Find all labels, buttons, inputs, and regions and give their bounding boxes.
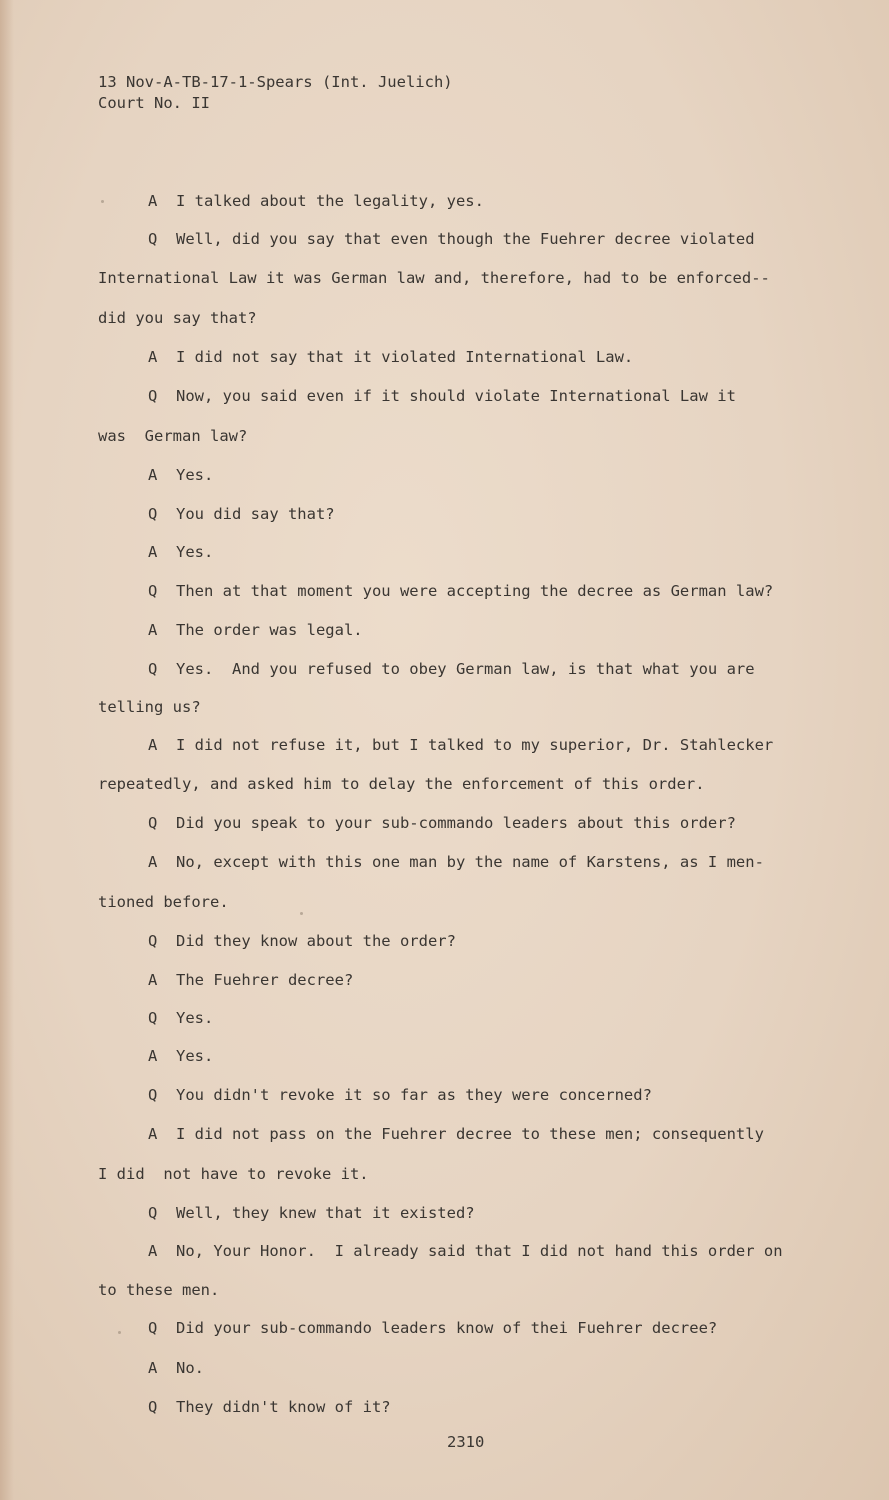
- transcript-line: A No, except with this one man by the name of Karstens, as I men-: [148, 853, 764, 871]
- transcript-line: did you say that?: [98, 309, 257, 327]
- transcript-line: Q They didn't know of it?: [148, 1398, 391, 1416]
- transcript-line: tioned before.: [98, 893, 229, 911]
- transcript-line: I did not have to revoke it.: [98, 1165, 369, 1183]
- transcript-line: A Yes.: [148, 466, 214, 484]
- transcript-line: A Yes.: [148, 543, 214, 561]
- transcript-line: Q Did you speak to your sub-commando leaders about this order?: [148, 814, 736, 832]
- header-court-line: Court No. II: [98, 94, 210, 112]
- transcript-line: A I did not pass on the Fuehrer decree to these men; consequently: [148, 1125, 764, 1143]
- transcript-line: International Law it was German law and, therefore, had to be enforced--: [98, 269, 770, 287]
- paper-speck: [101, 200, 104, 203]
- transcript-line: was German law?: [98, 427, 248, 445]
- transcript-line: A I did not refuse it, but I talked to my superior, Dr. Stahlecker: [148, 736, 774, 754]
- paper-speck: [300, 912, 303, 915]
- transcript-line: Q You did say that?: [148, 505, 335, 523]
- transcript-line: A I talked about the legality, yes.: [148, 192, 484, 210]
- transcript-line: A I did not say that it violated International Law.: [148, 348, 634, 366]
- transcript-line: A The Fuehrer decree?: [148, 971, 354, 989]
- transcript-line: Q Did they know about the order?: [148, 932, 456, 950]
- document-header: [98, 72, 453, 114]
- transcript-line: Q Yes. And you refused to obey German law, is that what you are: [148, 660, 755, 678]
- transcript-line: A No.: [148, 1359, 204, 1377]
- transcript-line: A No, Your Honor. I already said that I did not hand this order on: [148, 1242, 783, 1260]
- transcript-line: Q Now, you said even if it should violate International Law it: [148, 387, 736, 405]
- page-number: 2310: [447, 1433, 485, 1451]
- transcript-line: A Yes.: [148, 1047, 214, 1065]
- transcript-line: Q Yes.: [148, 1009, 214, 1027]
- paper-speck: [118, 1331, 121, 1334]
- transcript-line: Q Then at that moment you were accepting the decree as German law?: [148, 582, 774, 600]
- transcript-line: Q Did your sub-commando leaders know of thei Fuehrer decree?: [148, 1319, 718, 1337]
- header-case-line: 13 Nov-A-TB-17-1-Spears (Int. Juelich): [98, 73, 453, 91]
- transcript-line: Q You didn't revoke it so far as they were concerned?: [148, 1086, 652, 1104]
- transcript-line: to these men.: [98, 1281, 220, 1299]
- transcript-line: Q Well, did you say that even though the Fuehrer decree violated: [148, 230, 755, 248]
- transcript-line: repeatedly, and asked him to delay the enforcement of this order.: [98, 775, 705, 793]
- transcript-line: telling us?: [98, 698, 201, 716]
- transcript-line: A The order was legal.: [148, 621, 363, 639]
- transcript-line: Q Well, they knew that it existed?: [148, 1204, 475, 1222]
